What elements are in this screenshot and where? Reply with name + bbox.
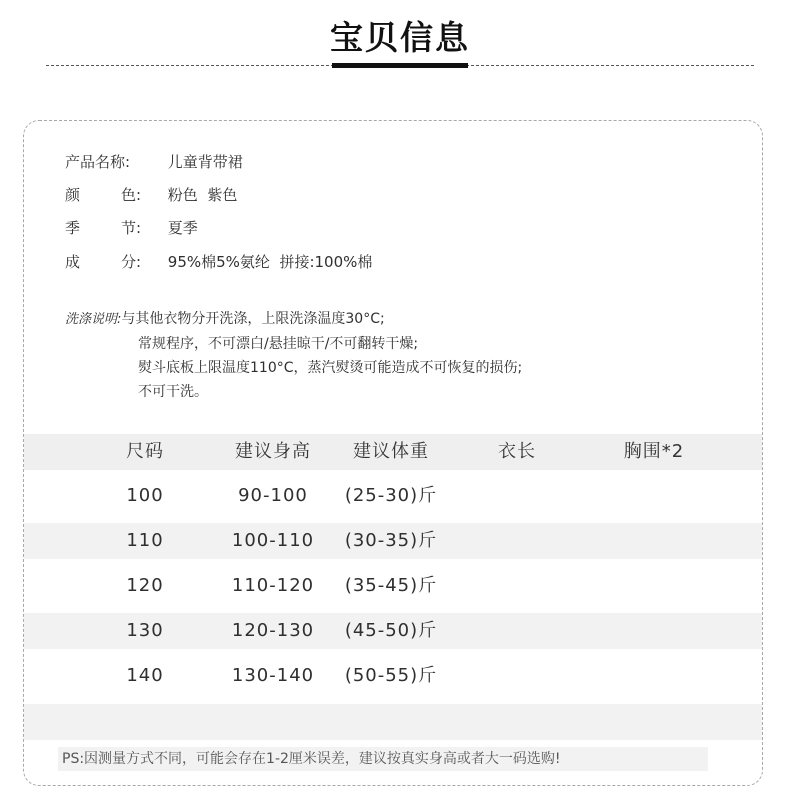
column-header-chest: 胸围*2 [623, 441, 685, 462]
season-label-first: 季 [65, 219, 81, 237]
color-row [65, 184, 237, 205]
height-cell: 100-110 [231, 530, 315, 551]
season-label-second: 节: [121, 219, 142, 237]
season-label [65, 217, 163, 238]
color-value: 粉色 紫色 [167, 186, 238, 204]
size-cell: 100 [126, 485, 164, 506]
washing-text-3: 熨斗底板上限温度110°C，蒸汽熨烫可能造成不可恢复的损伤; [138, 360, 523, 376]
chest-cell [584, 523, 724, 559]
washing-instructions [65, 307, 522, 404]
washing-label: 洗涤说明: [65, 312, 122, 327]
height-cell: 120-130 [231, 620, 315, 641]
table-row [24, 478, 763, 514]
weight-cell: (45-50)斤 [344, 620, 438, 641]
table-row [24, 523, 763, 559]
length-cell [467, 478, 567, 514]
weight-cell: (50-55)斤 [344, 665, 438, 686]
color-label-second: 色: [121, 186, 142, 204]
size-cell: 120 [126, 575, 164, 596]
material-row [65, 251, 372, 272]
chest-cell [584, 613, 724, 649]
title-underline-bar [332, 63, 468, 68]
table-row [24, 658, 763, 694]
length-cell [467, 658, 567, 694]
table-row-empty [24, 704, 763, 740]
material-label-second: 分: [121, 253, 142, 271]
length-cell [467, 523, 567, 559]
season-value: 夏季 [167, 219, 198, 237]
chest-cell [584, 568, 724, 604]
length-cell [467, 568, 567, 604]
material-label [65, 251, 163, 272]
page-title: 宝贝信息 [330, 18, 470, 57]
size-cell: 110 [126, 530, 164, 551]
material-label-first: 成 [65, 253, 81, 271]
height-cell: 110-120 [231, 575, 315, 596]
weight-cell: (25-30)斤 [344, 485, 438, 506]
washing-text-1: 与其他衣物分开洗涤，上限洗涤温度30°C; [121, 311, 385, 327]
product-name-label: 产品名称: [65, 153, 131, 171]
info-card [23, 120, 763, 786]
column-header-size: 尺码 [126, 441, 164, 462]
column-header-height: 建议身高 [235, 441, 311, 462]
size-table-header [24, 434, 763, 470]
table-row [24, 613, 763, 649]
size-cell: 130 [126, 620, 164, 641]
column-header-weight: 建议体重 [353, 441, 429, 462]
size-cell: 140 [126, 665, 164, 686]
color-label [65, 184, 163, 205]
material-value: 95%棉5%氨纶 拼接:100%棉 [167, 253, 373, 271]
chest-cell [584, 658, 724, 694]
weight-cell: (35-45)斤 [344, 575, 438, 596]
weight-cell: (30-35)斤 [344, 530, 438, 551]
table-row [24, 568, 763, 604]
season-row [65, 217, 198, 238]
washing-line-1 [65, 307, 522, 332]
washing-text-2: 常规程序，不可漂白/悬挂晾干/不可翻转干燥; [138, 336, 419, 352]
height-cell: 90-100 [238, 485, 308, 506]
height-cell: 130-140 [231, 665, 315, 686]
color-label-first: 颜 [65, 186, 81, 204]
product-name-row [65, 151, 243, 172]
length-cell [467, 613, 567, 649]
washing-text-4: 不可干洗。 [138, 384, 208, 400]
footnote: PS:因测量方式不同，可能会存在1-2厘米误差，建议按真实身高或者大一码选购! [58, 747, 708, 771]
product-name-value: 儿童背带裙 [167, 153, 243, 171]
chest-cell [584, 478, 724, 514]
column-header-length: 衣长 [498, 441, 536, 462]
